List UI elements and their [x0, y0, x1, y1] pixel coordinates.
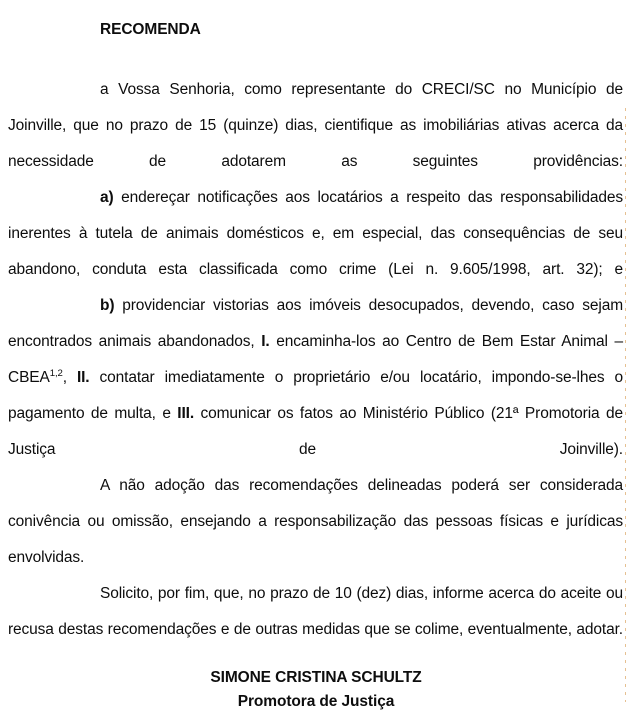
item-b-segment-2: encaminha-los ao Centro de Bem Estar Animal – CBEA	[8, 333, 623, 386]
item-b-segment-5: comunicar os fatos ao Ministério Público (21ª Promotoria de Justiça de Joinville).	[8, 405, 623, 458]
item-b-subitem-i-marker: I.	[261, 333, 270, 350]
item-a-marker: a)	[100, 189, 114, 206]
page-title: RECOMENDA	[100, 21, 201, 38]
paragraph-request: Solicito, por fim, que, no prazo de 10 (dez) dias, informe acerca do aceite ou recusa destas recomendações e de outras medidas que se colime, eventualmente, adotar.	[8, 585, 623, 638]
signature-name: SIMONE CRISTINA SCHULTZ	[210, 669, 422, 686]
item-a-text: endereçar notificações aos locatários a respeito das responsabilidades inerentes à tutela de animais domésticos e, em especial, das consequências de seu abandono, conduta esta classificada como crime (Lei n. 9.605/1998, art. 32); e	[8, 189, 623, 278]
item-b-subitem-iii-marker: III.	[177, 405, 195, 422]
signature-role: Promotora de Justiça	[237, 693, 395, 710]
paragraph-consequence: A não adoção das recomendações delineadas poderá ser considerada conivência ou omissão, ensejando a responsabilização das pessoas físicas e jurídicas envolvidas.	[8, 477, 623, 566]
scan-edge-artifact	[625, 108, 626, 702]
item-b-segment-3: ,	[62, 369, 77, 386]
item-b-segment-4: contatar imediatamente o proprietário e/ou locatário, impondo-se-lhes o pagamento de multa, e	[8, 369, 623, 422]
signature-block	[0, 666, 632, 714]
paragraph-intro: a Vossa Senhoria, como representante do CRECI/SC no Município de Joinville, que no prazo de 15 (quinze) dias, cientifique as imobiliárias ativas acerca da necessidade de adotarem as seguintes providências:	[8, 81, 623, 170]
item-b-subitem-ii-marker: II.	[76, 369, 90, 386]
item-b-marker: b)	[100, 297, 115, 314]
footnote-reference: 1,2	[49, 367, 63, 379]
item-b-segment-1: providenciar vistorias aos imóveis desocupados, devendo, caso sejam encontrados animais abandonados,	[8, 297, 623, 350]
